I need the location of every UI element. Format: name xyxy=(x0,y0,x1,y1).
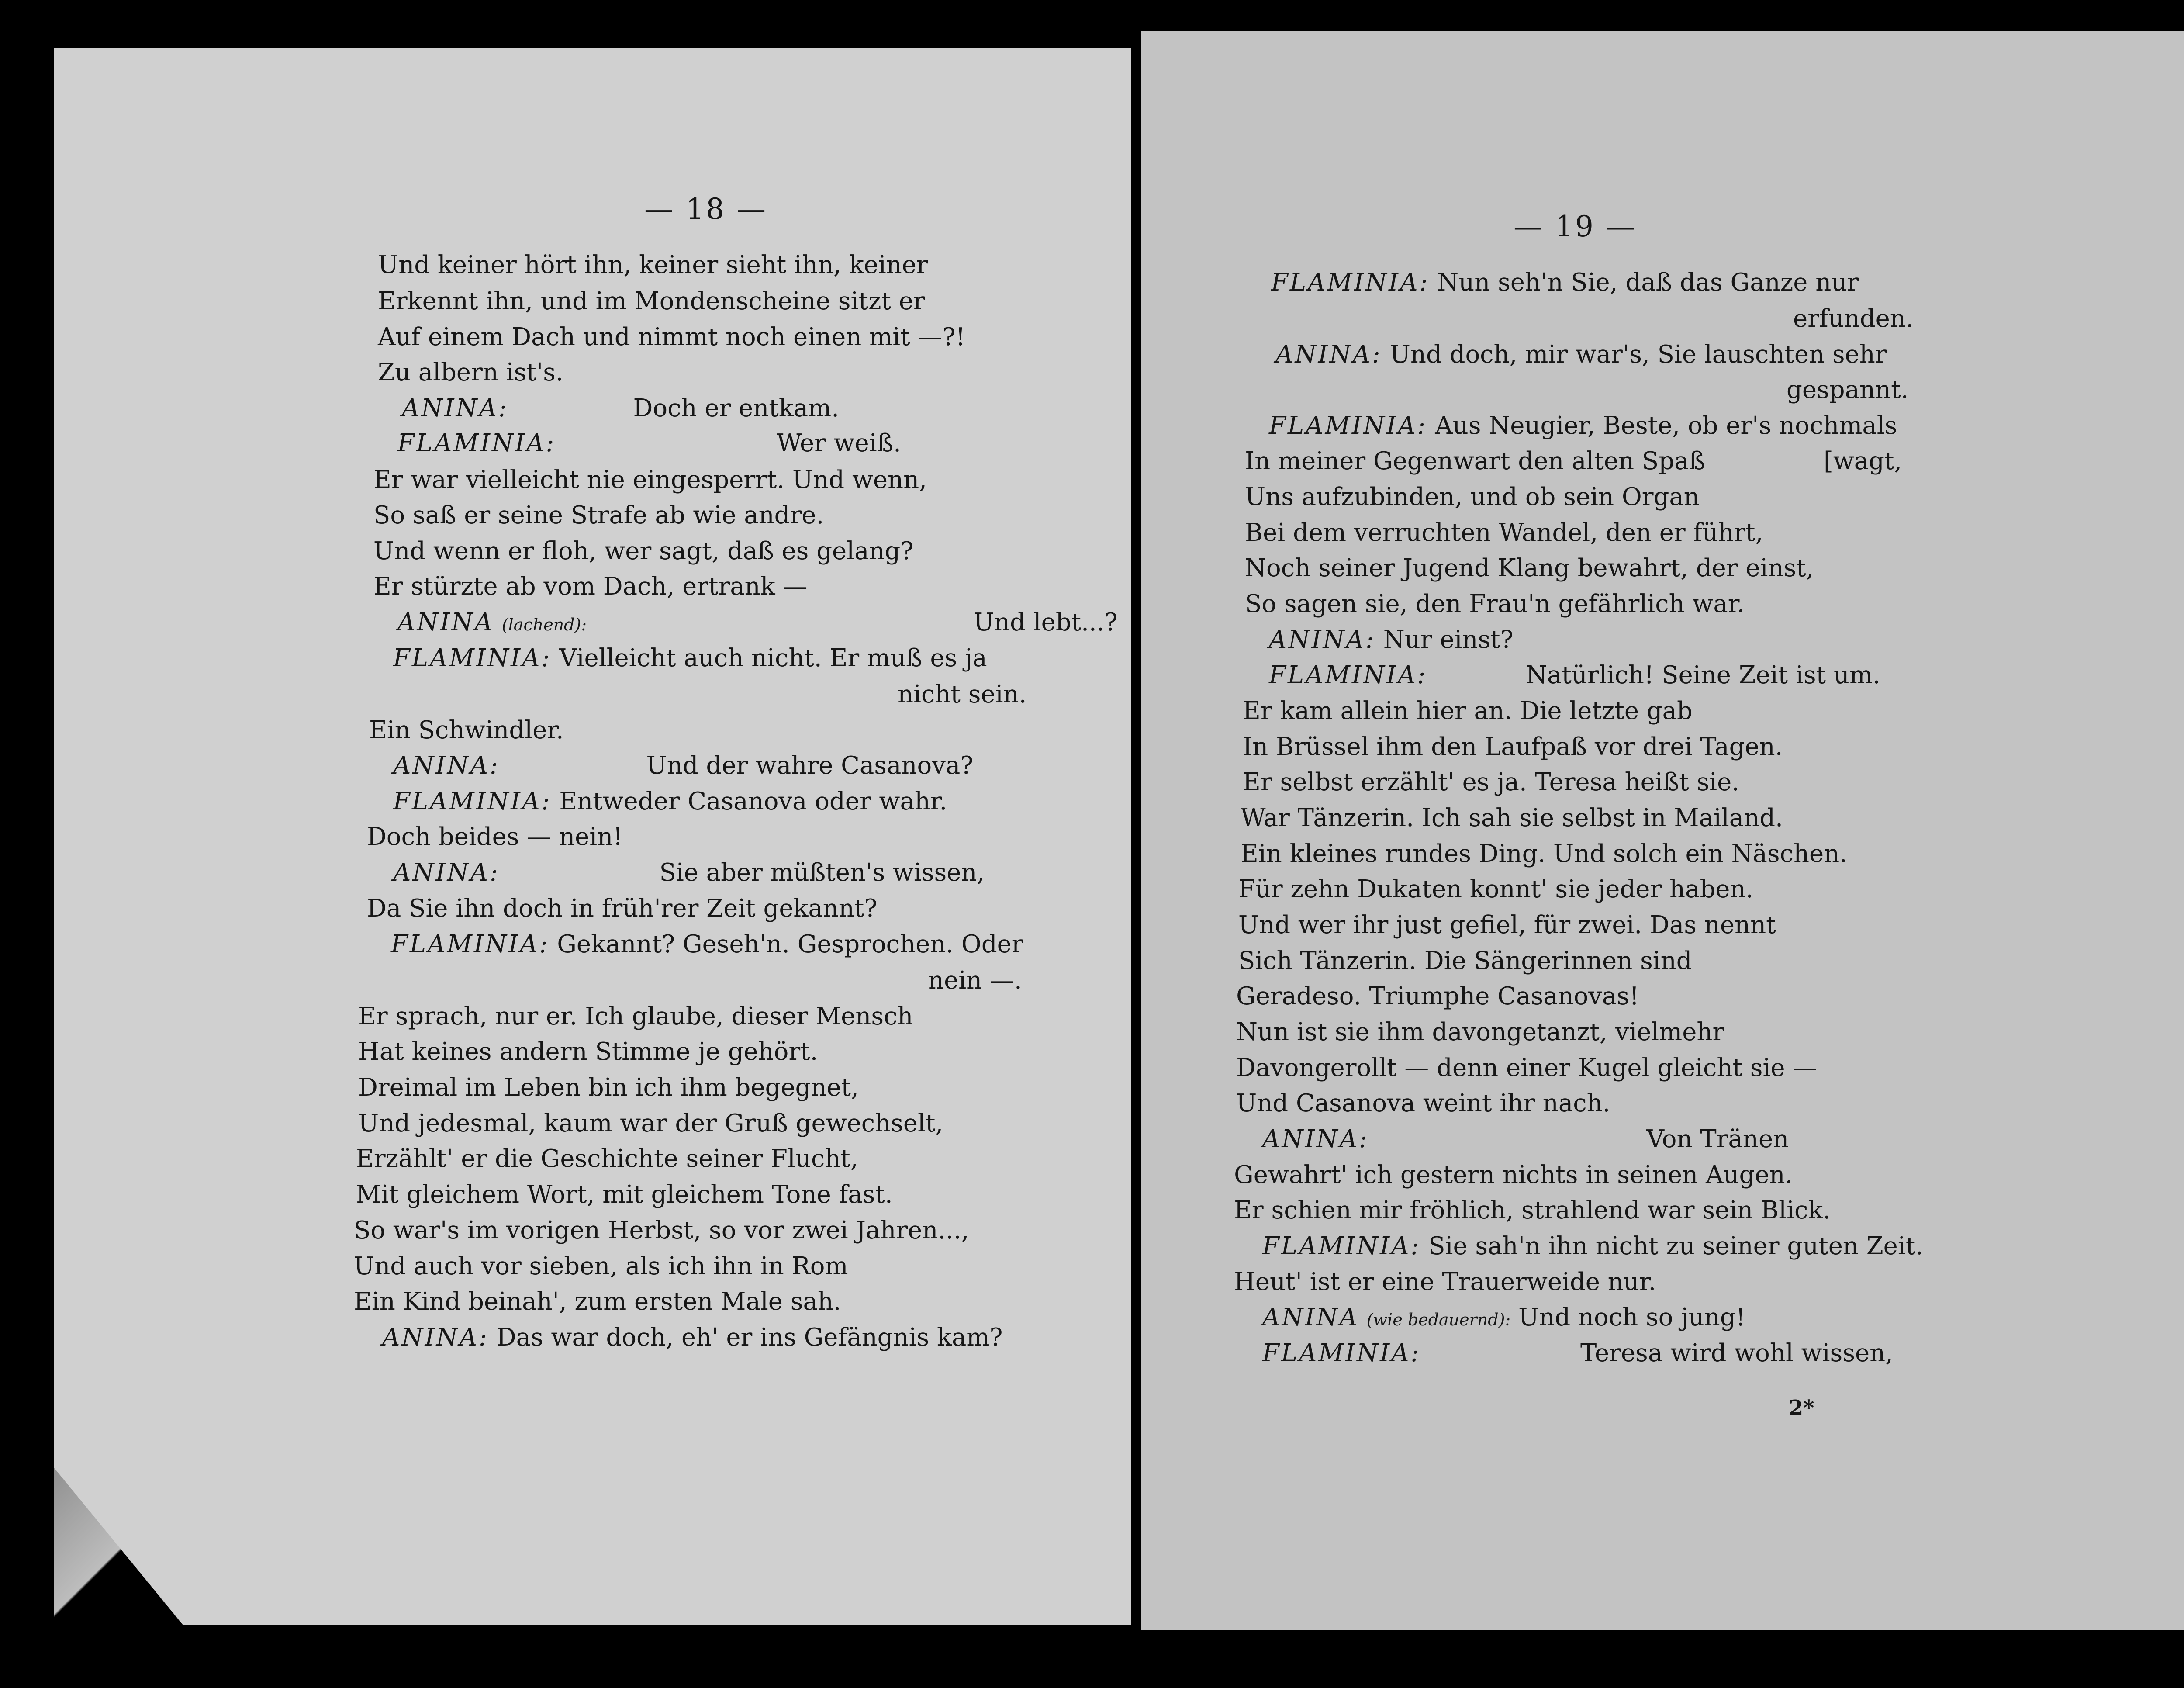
verse-text: Sie aber müßten's wissen, xyxy=(659,858,985,887)
verse-text: Natürlich! Seine Zeit ist um. xyxy=(1526,661,1880,689)
speaker-flaminia: FLAMINIA: xyxy=(393,787,552,816)
speaker-anina: ANINA xyxy=(1262,1303,1359,1332)
speaker-flaminia: FLAMINIA: xyxy=(1269,661,1427,689)
dialogue-line xyxy=(402,393,839,424)
verse-line: Er schien mir fröhlich, strahlend war sein Blick. xyxy=(1234,1196,1831,1224)
dialogue-line xyxy=(393,858,985,888)
verse-line: Doch beides — nein! xyxy=(367,823,623,851)
verse-line: Gewahrt' ich gestern nichts in seinen Augen. xyxy=(1234,1161,1793,1189)
verse-line: erfunden. xyxy=(1793,304,1914,333)
speaker-flaminia: FLAMINIA: xyxy=(393,644,552,672)
verse-text: Wer weiß. xyxy=(777,429,901,457)
verse-line: Er selbst erzählt' es ja. Teresa heißt sie. xyxy=(1243,768,1740,796)
dialogue-line xyxy=(397,607,1118,640)
verse-line: Ein kleines rundes Ding. Und solch ein Näschen. xyxy=(1241,840,1848,868)
dialogue-line xyxy=(1269,625,1514,655)
verse-line: War Tänzerin. Ich sah sie selbst in Mailand. xyxy=(1241,804,1783,832)
dialogue-line xyxy=(1269,411,1897,441)
verse-line: Er war vielleicht nie eingesperrt. Und wenn, xyxy=(373,466,927,494)
verse-text: Und doch, mir war's, Sie lauschten sehr xyxy=(1389,340,1887,369)
verse-line: Mit gleichem Wort, mit gleichem Tone fast. xyxy=(356,1180,893,1209)
verse-line: Uns aufzubinden, und ob sein Organ xyxy=(1245,483,1700,511)
speaker-flaminia: FLAMINIA: xyxy=(397,429,556,457)
verse-line: Ein Kind beinah', zum ersten Male sah. xyxy=(354,1287,841,1316)
speaker-anina: ANINA: xyxy=(393,858,500,887)
speaker-anina: ANINA xyxy=(397,608,494,636)
speaker-anina: ANINA: xyxy=(402,394,508,422)
verse-line: In meiner Gegenwart den alten Spaß xyxy=(1245,447,1705,475)
stage-direction: (wie bedauernd): xyxy=(1366,1310,1511,1329)
verse-line: [wagt, xyxy=(1824,447,1902,475)
dialogue-line xyxy=(1262,1302,1745,1335)
verse-text: Entweder Casanova oder wahr. xyxy=(559,787,947,816)
verse-text: Und lebt...? xyxy=(973,608,1118,636)
verse-line: Erkennt ihn, und im Mondenscheine sitzt er xyxy=(378,287,925,315)
verse-line: Für zehn Dukaten konnt' sie jeder haben. xyxy=(1238,875,1754,903)
verse-text: Und noch so jung! xyxy=(1518,1303,1746,1332)
dialogue-line xyxy=(391,929,1023,960)
dialogue-line xyxy=(1275,339,1887,370)
stage-direction: (lachend): xyxy=(501,615,587,634)
verse-text: Aus Neugier, Beste, ob er's nochmals xyxy=(1435,412,1897,440)
verse-line: Und jedesmal, kaum war der Gruß gewechselt, xyxy=(358,1109,943,1138)
verse-line: Nun ist sie ihm davongetanzt, vielmehr xyxy=(1236,1018,1724,1046)
speaker-anina: ANINA: xyxy=(382,1323,489,1352)
verse-line: nicht sein. xyxy=(898,680,1027,709)
verse-line: Zu albern ist's. xyxy=(378,358,563,387)
dialogue-line xyxy=(1262,1338,1893,1369)
speaker-flaminia: FLAMINIA: xyxy=(1269,412,1427,440)
verse-line: Heut' ist er eine Trauerweide nur. xyxy=(1234,1268,1656,1296)
speaker-flaminia: FLAMINIA: xyxy=(1262,1232,1421,1260)
verse-line: Da Sie ihn doch in früh'rer Zeit gekannt? xyxy=(367,894,878,923)
dialogue-line xyxy=(1269,660,1880,691)
verse-text: Doch er entkam. xyxy=(633,394,839,422)
verse-line: Er kam allein hier an. Die letzte gab xyxy=(1243,697,1693,725)
verse-line: Und auch vor sieben, als ich ihn in Rom xyxy=(354,1252,848,1280)
verse-text: Das war doch, eh' er ins Gefängnis kam? xyxy=(496,1323,1003,1352)
verse-line: Bei dem verruchten Wandel, den er führt, xyxy=(1245,519,1763,547)
dialogue-line xyxy=(393,643,987,674)
verse-line: Und wer ihr just gefiel, für zwei. Das nennt xyxy=(1238,911,1776,939)
verse-line: Er stürzte ab vom Dach, ertrank — xyxy=(373,572,808,601)
verse-text: Gekannt? Geseh'n. Gesprochen. Oder xyxy=(557,930,1023,958)
signature-mark: 2* xyxy=(1789,1396,1814,1420)
verse-line: So saß er seine Strafe ab wie andre. xyxy=(373,501,824,529)
speaker-anina: ANINA: xyxy=(393,751,500,780)
verse-text: Und der wahre Casanova? xyxy=(646,751,974,780)
speaker-flaminia: FLAMINIA: xyxy=(1271,268,1430,297)
verse-line: So sagen sie, den Frau'n gefährlich war. xyxy=(1245,590,1745,618)
verse-line: So war's im vorigen Herbst, so vor zwei Jahren..., xyxy=(354,1216,969,1245)
verse-text: Teresa wird wohl wissen, xyxy=(1580,1339,1893,1367)
verse-line: Geradeso. Triumphe Casanovas! xyxy=(1236,982,1639,1010)
verse-line: In Brüssel ihm den Laufpaß vor drei Tagen. xyxy=(1243,733,1783,761)
dialogue-line xyxy=(1271,267,1859,298)
page-number-right: — 19 — xyxy=(1514,210,1637,243)
dialogue-line xyxy=(1262,1124,1789,1155)
verse-line: Davongerollt — denn einer Kugel gleicht sie — xyxy=(1236,1054,1818,1082)
dialogue-line xyxy=(397,428,901,459)
verse-text: Nur einst? xyxy=(1383,626,1514,654)
verse-line: Er sprach, nur er. Ich glaube, dieser Mensch xyxy=(358,1002,913,1031)
verse-text: Nun seh'n Sie, daß das Ganze nur xyxy=(1437,268,1859,297)
verse-text: Von Tränen xyxy=(1646,1125,1789,1153)
dialogue-line xyxy=(382,1322,1003,1353)
speaker-anina: ANINA: xyxy=(1269,626,1375,654)
verse-line: Hat keines andern Stimme je gehört. xyxy=(358,1038,818,1066)
verse-line: Dreimal im Leben bin ich ihm begegnet, xyxy=(358,1073,859,1102)
dialogue-line xyxy=(393,751,973,781)
speaker-anina: ANINA: xyxy=(1275,340,1382,369)
speaker-flaminia: FLAMINIA: xyxy=(1262,1339,1421,1367)
verse-line: Erzählt' er die Geschichte seiner Flucht, xyxy=(356,1145,858,1173)
verse-line: Noch seiner Jugend Klang bewahrt, der einst, xyxy=(1245,554,1814,582)
speaker-flaminia: FLAMINIA: xyxy=(391,930,549,958)
speaker-anina: ANINA: xyxy=(1262,1125,1369,1153)
verse-line: gespannt. xyxy=(1787,376,1909,404)
verse-text: Vielleicht auch nicht. Er muß es ja xyxy=(559,644,987,672)
dialogue-line xyxy=(1262,1231,1923,1262)
verse-line: Sich Tänzerin. Die Sängerinnen sind xyxy=(1238,947,1692,975)
verse-text: Sie sah'n ihn nicht zu seiner guten Zeit. xyxy=(1428,1232,1924,1260)
verse-line: Ein Schwindler. xyxy=(369,716,564,744)
verse-line: Auf einem Dach und nimmt noch einen mit —?! xyxy=(378,323,965,351)
verse-line: Und keiner hört ihn, keiner sieht ihn, keiner xyxy=(378,251,928,279)
verse-line: Und wenn er floh, wer sagt, daß es gelang? xyxy=(373,537,914,565)
page-number-left: — 18 — xyxy=(644,192,767,226)
dialogue-line xyxy=(393,786,947,817)
verse-line: Und Casanova weint ihr nach. xyxy=(1236,1089,1610,1117)
verse-line: nein —. xyxy=(928,966,1022,995)
